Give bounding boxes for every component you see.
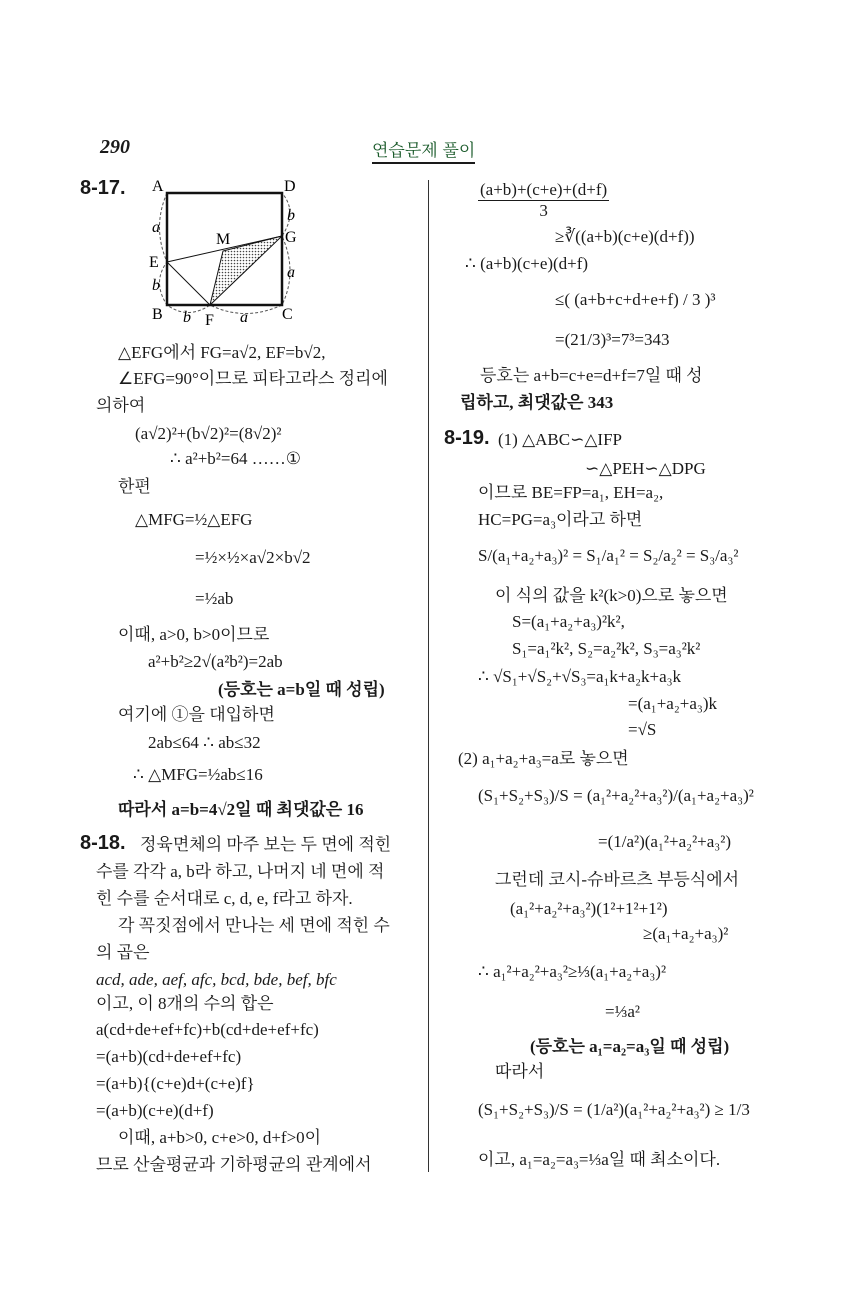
equation: S=(a₁+a₂+a₃)²k², <box>512 612 625 631</box>
equation: ∽△PEH∽△DPG <box>585 459 706 478</box>
problem-label-8-18: 8-18. <box>80 832 126 854</box>
text-line: 정육면체의 마주 보는 두 면에 적힌 <box>140 835 392 854</box>
text-line: 힌 수를 순서대로 c, d, e, f라고 하자. <box>96 889 353 908</box>
svg-text:C: C <box>282 306 293 323</box>
problem-label-8-19: 8-19. <box>444 427 490 449</box>
text-line: 이고, a₁=a₂=a₃=⅓a일 때 최소이다. <box>478 1150 721 1169</box>
equation: ∴ a₁²+a₂²+a₃²≥⅓(a₁+a₂+a₃)² <box>478 962 667 981</box>
equation: (a₁²+a₂²+a₃²)(1²+1²+1²) <box>510 899 668 918</box>
denominator: 3 <box>539 201 548 220</box>
equation: (S₁+S₂+S₃)/S = (a₁²+a₂²+a₃²)/(a₁+a₂+a₃)² <box>478 786 754 805</box>
svg-text:M: M <box>216 231 231 248</box>
text-line: 의 곱은 <box>96 943 150 962</box>
text-line: ∠EFG=90°이므로 피타고라스 정리에 <box>118 369 388 388</box>
equation: =√S <box>628 720 657 739</box>
geometry-figure <box>140 172 310 332</box>
text-line: 이 식의 값을 k²(k>0)으로 놓으면 <box>495 586 728 605</box>
svg-text:E: E <box>149 254 159 271</box>
equation: =(1/a²)(a₁²+a₂²+a₃²) <box>598 832 731 851</box>
text-line: 이고, 이 8개의 수의 합은 <box>96 994 274 1013</box>
equation: S₁=a₁²k², S₂=a₂²k², S₃=a₃²k² <box>512 639 701 658</box>
svg-text:A: A <box>152 178 164 195</box>
equation: ∴ √S₁+√S₂+√S₃=a₁k+a₂k+a₃k <box>478 667 682 686</box>
equation: (S₁+S₂+S₃)/S = (1/a²)(a₁²+a₂²+a₃²) ≥ 1/3 <box>478 1100 750 1119</box>
equation: =(a+b)(cd+de+ef+fc) <box>96 1047 242 1066</box>
equation: a²+b²≥2√(a²b²)=2ab <box>148 652 283 671</box>
text-line: 여기에 ①을 대입하면 <box>118 705 275 724</box>
text-line: 므로 산술평균과 기하평균의 관계에서 <box>96 1155 372 1174</box>
text-line: △EFG에서 FG=a√2, EF=b√2, <box>118 343 326 362</box>
text-line: HC=PG=a₃이라고 하면 <box>478 510 643 529</box>
svg-text:b: b <box>183 309 191 326</box>
text-line: (2) a₁+a₂+a₃=a로 놓으면 <box>458 749 629 768</box>
text-line: 의하여 <box>96 396 146 415</box>
column-divider <box>428 180 429 1172</box>
answer-line: 립하고, 최댓값은 343 <box>460 393 614 412</box>
text-line: 그런데 코시-슈바르츠 부등식에서 <box>495 870 740 889</box>
equation: ∴ (a+b)(c+e)(d+f) <box>465 254 589 273</box>
equation: ∴ △MFG=½ab≤16 <box>133 765 263 784</box>
section-title: 연습문제 풀이 <box>372 136 475 164</box>
equation: =(a₁+a₂+a₃)k <box>628 694 718 713</box>
text-line: 따라서 <box>495 1062 545 1081</box>
text-line: 등호는 a+b=c+e=d+f=7일 때 성 <box>480 366 703 385</box>
svg-text:a: a <box>152 219 160 236</box>
equation: S/(a₁+a₂+a₃)² = S₁/a₁² = S₂/a₂² = S₃/a₃² <box>478 546 739 565</box>
equation: ∴ a²+b²=64 ……① <box>170 449 301 468</box>
page-number: 290 <box>100 136 130 158</box>
text-line: 한편 <box>118 477 151 496</box>
numerator: (a+b)+(c+e)+(d+f) <box>480 180 608 199</box>
svg-text:F: F <box>205 312 214 329</box>
svg-text:D: D <box>284 178 296 195</box>
svg-text:a: a <box>287 264 295 281</box>
text-line: (1) △ABC∽△IFP <box>498 430 622 449</box>
equation: acd, ade, aef, afc, bcd, bde, bef, bfc <box>96 970 337 989</box>
equation: =(a+b)(c+e)(d+f) <box>96 1101 214 1120</box>
equation: 2ab≤64 ∴ ab≤32 <box>148 733 261 752</box>
fraction <box>478 180 609 221</box>
equation: (a√2)²+(b√2)²=(8√2)² <box>135 424 282 443</box>
text-line: 각 꼭짓점에서 만나는 세 면에 적힌 수 <box>118 916 390 935</box>
equation: ≥(a₁+a₂+a₃)² <box>643 924 729 943</box>
equation: =½ab <box>195 589 234 608</box>
svg-text:G: G <box>285 229 297 246</box>
svg-text:B: B <box>152 306 163 323</box>
answer-line: 따라서 a=b=4√2일 때 최댓값은 16 <box>118 800 364 819</box>
text-line: (등호는 a₁=a₂=a₃일 때 성립) <box>530 1037 730 1056</box>
text-line: 이때, a+b>0, c+e>0, d+f>0이 <box>118 1128 322 1147</box>
equation: =½×½×a√2×b√2 <box>195 548 311 567</box>
equation: ≥∛((a+b)(c+e)(d+f)) <box>555 227 695 246</box>
equation: a(cd+de+ef+fc)+b(cd+de+ef+fc) <box>96 1020 319 1039</box>
svg-text:a: a <box>240 309 248 326</box>
equation: =(a+b){(c+e)d+(c+e)f} <box>96 1074 255 1093</box>
svg-text:b: b <box>152 277 160 294</box>
text-line: 이때, a>0, b>0이므로 <box>118 625 270 644</box>
svg-text:b: b <box>287 207 295 224</box>
equation: =(21/3)³=7³=343 <box>555 330 670 349</box>
equation: ≤( (a+b+c+d+e+f) / 3 )³ <box>555 290 716 309</box>
equation: △MFG=½△EFG <box>135 510 253 529</box>
text-line: 이므로 BE=FP=a₁, EH=a₂, <box>478 483 664 502</box>
equation: =⅓a² <box>605 1002 640 1021</box>
text-line: (등호는 a=b일 때 성립) <box>218 680 385 699</box>
problem-label-8-17: 8-17. <box>80 177 126 199</box>
text-line: 수를 각각 a, b라 하고, 나머지 네 면에 적 <box>96 862 385 881</box>
